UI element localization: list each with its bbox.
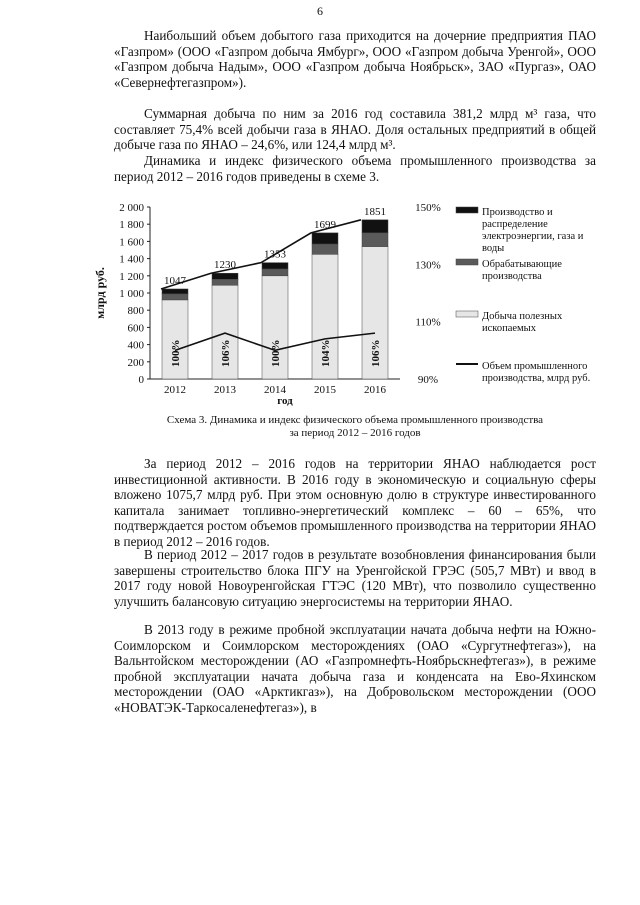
bar-total-label: 1851: [364, 205, 386, 218]
y-tick-label: 1 000: [119, 288, 144, 300]
bar-total-label: 1353: [264, 248, 286, 261]
bar-segment: [212, 279, 238, 285]
legend-swatch: [456, 207, 478, 213]
y2-tick-label: 110%: [415, 316, 441, 329]
bar-index-label: 106%: [370, 339, 382, 367]
y-tick-label: 1 200: [119, 270, 144, 283]
bar-segment: [362, 220, 388, 233]
chart-caption: [114, 414, 596, 440]
legend-label: Обрабатывающие: [482, 259, 562, 270]
bar-segment: [312, 233, 338, 244]
bar-index-label: 104%: [320, 339, 332, 367]
page-number: 6: [317, 4, 323, 18]
bar-segment: [262, 269, 288, 276]
x-axis-label: год: [277, 395, 293, 407]
legend-label: ископаемых: [482, 323, 536, 334]
y2-tick-label: 150%: [415, 202, 441, 214]
x-tick-label: 2016: [364, 384, 386, 396]
legend-label: производства, млрд руб.: [482, 373, 591, 384]
y-tick-label: 2 000: [119, 202, 144, 214]
bar-total-label: 1699: [314, 218, 336, 231]
legend-label: распределение: [482, 219, 548, 230]
bar-total-label: 1230: [214, 259, 236, 272]
legend-swatch: [456, 259, 478, 265]
paragraph-6: В 2013 году в режиме пробной эксплуатации начата добыча нефти на Южно-Соимлорском и Соимлорском месторождениях (ОАО «Сургутнефтегаз»), на Вальнтойском месторождении (АО «Газпромнефть-Ноябрьскнефтегаз»), в режиме пробной эксплуатации начата добыча газа и конденсата на Ево-Яхинском месторождении (ОАО «Арктикгаз»), на Добровольском месторождении (ООО «НОВАТЭК-Таркосаленефтегаз»), в: [114, 622, 596, 715]
y-tick-label: 1 600: [119, 236, 144, 249]
legend-label: производства: [482, 271, 542, 282]
bar-segment: [262, 263, 288, 269]
legend-label: Производство и: [482, 207, 553, 218]
y-tick-label: 200: [127, 356, 144, 369]
y-tick-label: 600: [127, 322, 144, 335]
bar-segment: [212, 273, 238, 279]
x-tick-label: 2013: [214, 384, 236, 396]
paragraph-3: Динамика и индекс физического объема промышленного производства за период 2012 – 2016 годов приведены в схеме 3.: [114, 153, 596, 184]
bar-index-label: 106%: [220, 339, 232, 367]
x-tick-label: 2014: [264, 384, 286, 396]
bar-index-label: 100%: [270, 339, 282, 367]
legend-label: Добыча полезных: [482, 311, 563, 322]
paragraph-2: Суммарная добыча по ним за 2016 год составила 381,2 млрд м³ газа, что составляет 75,4% всей добычи газа в ЯНАО. Доля остальных предприятий в общей добыче газа по ЯНАО – 24,6%, или 124,4 млрд м³.: [114, 106, 596, 153]
paragraph-5: В период 2012 – 2017 годов в результате возобновления финансирования были завершены строительство блока ПГУ на Уренгойской ГРЭС (505,7 МВт) и ввод в 2017 году новой Новоуренгойская ГТЭС (120 МВт), что позволило существенно улучшить балансовую ситуацию энергосистемы на территории ЯНАО.: [114, 547, 596, 609]
caption-line-1: Схема 3. Динамика и индекс физического объема промышленного производства: [166, 414, 544, 426]
legend-swatch: [456, 311, 478, 317]
y-axis-label: млрд руб.: [93, 267, 107, 319]
y-tick-label: 1 400: [119, 253, 144, 266]
x-tick-label: 2015: [314, 384, 336, 396]
x-tick-label: 2012: [164, 384, 186, 396]
legend-label: электроэнергии, газа и: [482, 231, 584, 242]
y-tick-label: 800: [127, 305, 144, 318]
y-tick-label: 1 800: [119, 219, 144, 232]
paragraph-1: Наибольший объем добытого газа приходится на дочерние предприятия ПАО «Газпром» (ООО «Газпром добыча Ямбург», ООО «Газпром добыча Уренгой», ООО «Газпром добыча Надым», ООО «Газпром добыча Ноябрьск», ЗАО «Пургаз», ОАО «Севернефтегазпром»).: [114, 28, 596, 90]
y2-tick-label: 130%: [415, 259, 441, 272]
y-tick-label: 400: [127, 339, 144, 352]
bar-segment: [162, 294, 188, 300]
caption-line-2: за период 2012 – 2016 годов: [289, 427, 421, 439]
bar-segment: [362, 233, 388, 247]
legend-label: воды: [482, 243, 505, 254]
y-tick-label: 0: [138, 374, 144, 386]
paragraph-4: За период 2012 – 2016 годов на территории ЯНАО наблюдается рост инвестиционной активности. В 2016 году в экономическую и социальную сферы вложено 1075,7 млрд руб. При этом основную долю в структуре инвестированного капитала занимает топливно-энергетический комплекс – 60 – 65%, что подтверждается ростом объемов промышленного производства на территории ЯНАО в период 2012 – 2016 годов.: [114, 456, 596, 549]
bar-segment: [162, 289, 188, 294]
bar-index-label: 100%: [170, 339, 182, 367]
industrial-production-chart: [88, 193, 608, 413]
legend-label: Объем промышленного: [482, 361, 588, 372]
bar-total-label: 1047: [164, 274, 186, 287]
y2-tick-label: 90%: [417, 374, 439, 386]
bar-segment: [312, 244, 338, 254]
